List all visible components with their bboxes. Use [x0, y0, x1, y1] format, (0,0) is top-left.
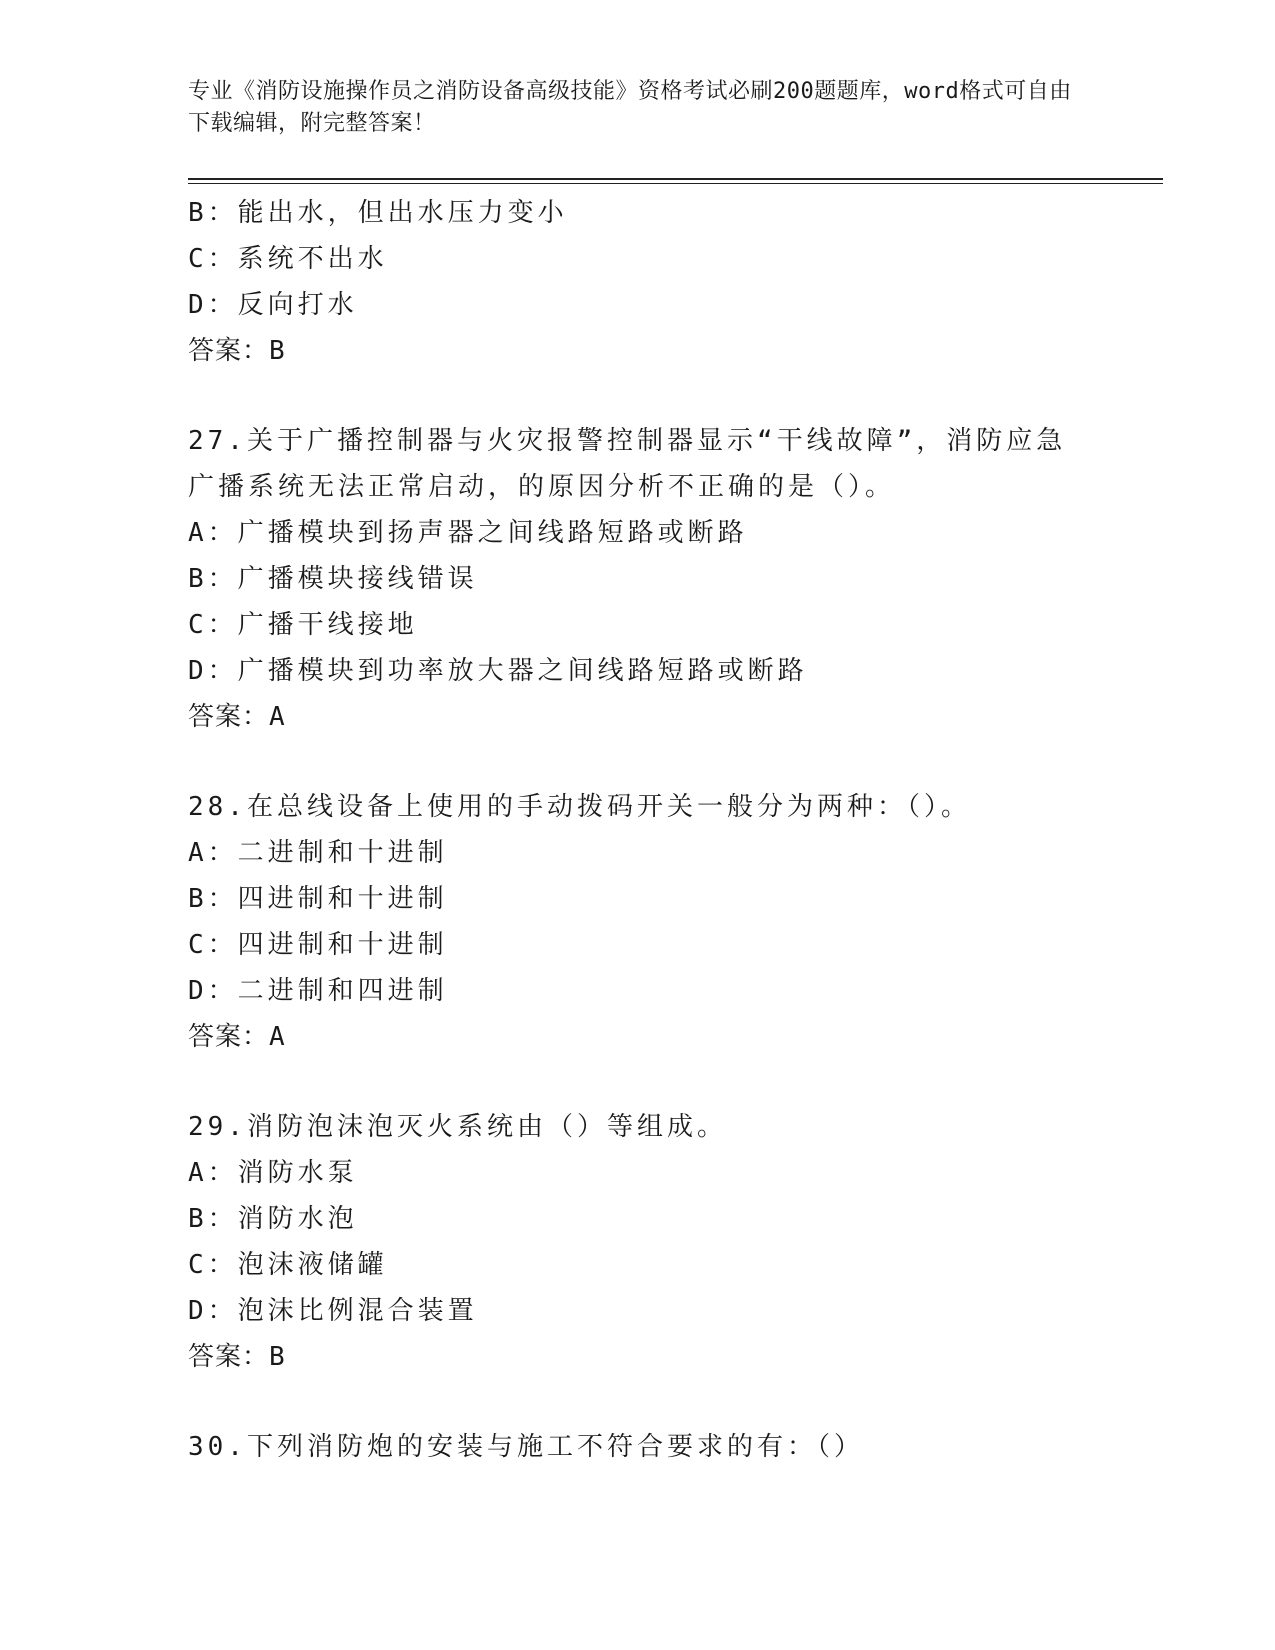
question-30 [188, 1424, 1138, 1470]
document-header: 专业《消防设施操作员之消防设备高级技能》资格考试必刷200题题库，word格式可自由下载编辑，附完整答案！ [188, 79, 1072, 136]
question-28 [188, 784, 1138, 1060]
answer-line: 答案：B [188, 336, 286, 366]
question-text: 28.在总线设备上使用的手动拨码开关一般分为两种：（）。 [188, 792, 971, 822]
header-rule-thick [188, 178, 1163, 180]
question-text: 27.关于广播控制器与火灾报警控制器显示“干线故障”，消防应急广播系统无法正常启动，的原因分析不正确的是（）。 [188, 426, 1067, 502]
option-b: B：广播模块接线错误 [188, 564, 478, 594]
header-rule-thin [188, 183, 1163, 184]
option-d: D：反向打水 [188, 290, 358, 320]
option-d: D：广播模块到功率放大器之间线路短路或断路 [188, 656, 808, 686]
option-a: A：广播模块到扬声器之间线路短路或断路 [188, 518, 748, 548]
question-27 [188, 418, 1138, 740]
question-29 [188, 1104, 1138, 1380]
option-c: C：系统不出水 [188, 244, 388, 274]
option-d: D：二进制和四进制 [188, 976, 448, 1006]
option-b: B：消防水泡 [188, 1204, 358, 1234]
option-b: B：四进制和十进制 [188, 884, 448, 914]
option-c: C：四进制和十进制 [188, 930, 448, 960]
question-26-continued [188, 190, 1138, 374]
question-text: 30.下列消防炮的安装与施工不符合要求的有：（） [188, 1432, 864, 1462]
option-a: A：二进制和十进制 [188, 838, 448, 868]
question-list [188, 190, 1138, 1470]
question-text: 29.消防泡沫泡灭火系统由（）等组成。 [188, 1112, 727, 1142]
option-a: A：消防水泵 [188, 1158, 358, 1188]
answer-line: 答案：A [188, 1022, 286, 1052]
option-b: B：能出水，但出水压力变小 [188, 198, 568, 228]
option-d: D：泡沫比例混合装置 [188, 1296, 478, 1326]
option-c: C：泡沫液储罐 [188, 1250, 388, 1280]
answer-line: 答案：A [188, 702, 286, 732]
answer-line: 答案：B [188, 1342, 286, 1372]
option-c: C：广播干线接地 [188, 610, 418, 640]
